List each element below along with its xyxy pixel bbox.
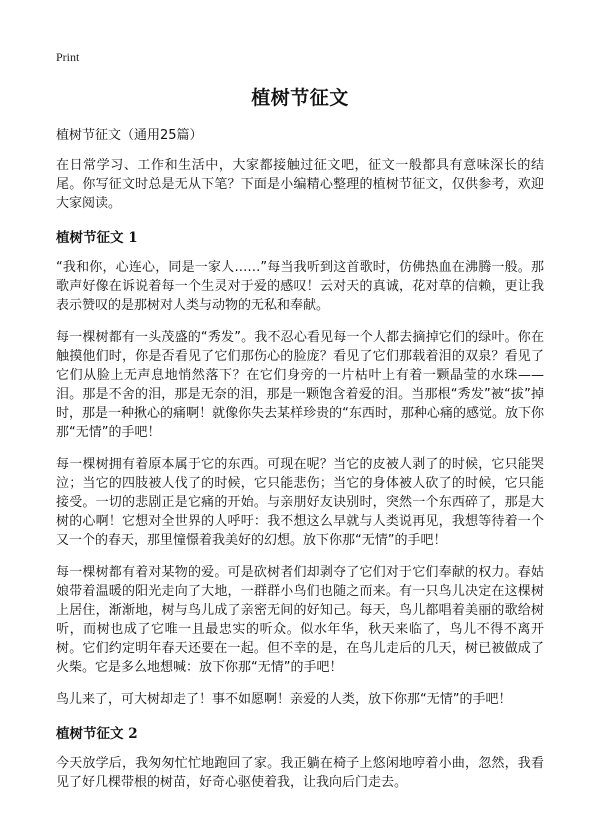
print-link[interactable]: Print [56, 50, 80, 64]
section-heading: 植树节征文 1 [56, 230, 138, 246]
body-paragraph: 每一棵树都有一头茂盛的“秀发”。我不忍心看见每一个人都去摘掉它们的绿叶。你在触摸他们时，你是否看见了它们那伤心的脸庞？看见了它们那载着泪的双泉？看见了它们从脸上无声息地悄然落下？在它们身旁的一片枯叶上有着一颗晶莹的水珠——泪。那是不舍的泪，那是无奈的泪，那是一颗饱含着爱的泪。当那根“秀发”被“拔”掉时，那是一种揪心的痛啊！就像你失去某样珍贵的“东西时，那种心痛的感觉。放下你那“无情”的手吧！ [56, 330, 544, 440]
section-2 [56, 722, 544, 792]
intro-paragraph: 在日常学习、工作和生活中，大家都接触过征文吧，征文一般都具有意味深长的结尾。你写征文时总是无从下笔？下面是小编精心整理的植树节征文，仅供参考，欢迎大家阅读。 [56, 158, 544, 211]
body-paragraph: 每一棵树拥有着原本属于它的东西。可现在呢？当它的皮被人剥了的时候，它只能哭泣；当它的四肢被人伐了的时候，它只能悲伤；当它的身体被人砍了的时候，它只能接受。一切的悲剧正是它痛的开始。与亲朋好友诀别时，突然一个东西碎了，那是大树的心啊！它想对全世界的人呼吁：我不想这么早就与人类说再见，我想等待着一个又一个的春天，那里憧憬着我美好的幻想。放下你那“无情”的手吧！ [56, 457, 544, 548]
section-heading: 植树节征文 2 [56, 726, 138, 742]
body-paragraph: 每一棵树都有着对某物的爱。可是砍树者们却剥夺了它们对于它们奉献的权力。春姑娘带着温暖的阳光走向了大地，一群群小鸟们也随之而来。有一只鸟儿决定在这棵树上居住，渐渐地，树与鸟儿成了亲密无间的好知己。每天，鸟儿都唱着美丽的歌给树听，而树也成了它唯一且最忠实的听众。似水年华，秋天来临了，鸟儿不得不离开树。它们约定明年春天还要在一起。但不幸的是，在鸟儿走后的几天，树已被做成了火柴。它是多么地想喊：放下你那“无情”的手吧！ [56, 565, 544, 675]
body-paragraph: 鸟儿来了，可大树却走了！事不如愿啊！亲爱的人类，放下你那“无情”的手吧！ [56, 692, 512, 707]
body-paragraph: 今天放学后，我匆匆忙忙地跑回了家。我正躺在椅子上悠闲地哼着小曲，忽然，我看见了好几棵带根的树苗，好奇心驱使着我，让我向后门走去。 [56, 756, 544, 790]
body-paragraph: “我和你，心连心，同是一家人……”每当我听到这首歌时，仿佛热血在沸腾一般。那歌声好像在诉说着每一个生灵对于爱的感叹！云对天的真诚，花对草的信赖，更让我表示赞叹的是那树对人类与动物的无私和奉献。 [56, 260, 544, 313]
section-1 [56, 226, 544, 709]
document-title: 植树节征文 [251, 87, 349, 109]
document-subtitle: 植树节征文（通用25篇） [56, 128, 203, 143]
